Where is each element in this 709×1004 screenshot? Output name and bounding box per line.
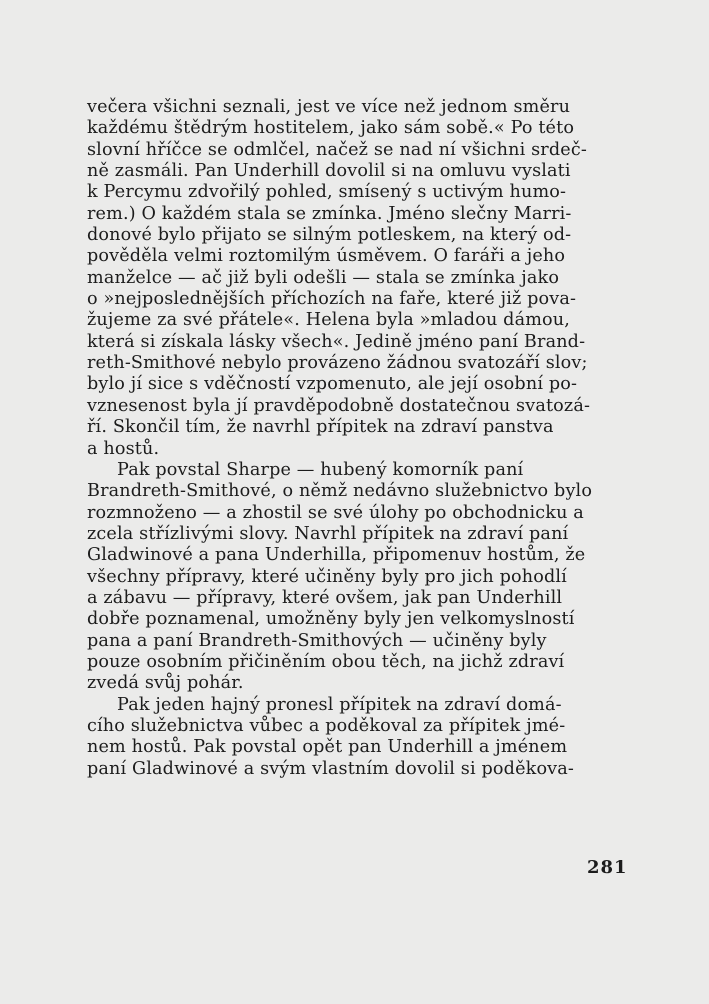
text-line: dobře poznamenal, umožněny byly jen velkomyslností (87, 609, 575, 630)
text-line: ně zasmáli. Pan Underhill dovolil si na omluvu vyslati (87, 161, 571, 182)
text-line: nem hostů. Pak povstal opět pan Underhill a jménem (87, 737, 568, 758)
text-line: Gladwinové a pana Underhilla, připomenuv hostům, že (87, 545, 586, 566)
text-line: donové bylo přijato se silným potleskem, na který od- (87, 225, 572, 246)
text-line: paní Gladwinové a svým vlastním dovolil si poděkova- (87, 758, 575, 779)
text-line: reth-Smithové nebylo provázeno žádnou svatozáří slov; (87, 353, 588, 374)
text-line: pana a paní Brandreth-Smithových — učiněny byly (87, 630, 547, 651)
text-line: rem.) O každém stala se zmínka. Jméno slečny Marri- (87, 203, 572, 224)
body-text (87, 97, 627, 780)
text-line: vznesenost byla jí pravděpodobně dostatečnou svatozá- (87, 395, 591, 416)
page-number: 281 (587, 857, 628, 878)
text-line: večera všichni seznali, jest ve více než jednom směru (87, 97, 571, 117)
text-line: k Percymu zdvořilý pohled, smísený s uctivým humo- (87, 182, 567, 203)
text-line: a zábavu — přípravy, které ovšem, jak pan Underhill (87, 587, 563, 608)
text-line: Pak povstal Sharpe — hubený komorník paní (117, 459, 524, 480)
text-line: zcela střízlivými slovy. Navrhl přípitek na zdraví paní (87, 523, 569, 544)
text-line: manželce — ač již byli odešli — stala se zmínka jako (87, 267, 560, 288)
text-line: která si získala lásky všech«. Jedině jméno paní Brand- (87, 331, 586, 352)
text-line: slovní hříčce se odmlčel, načež se nad ní všichni srdeč- (87, 139, 587, 160)
text-line: Pak jeden hajný pronesl přípitek na zdraví domá- (117, 694, 562, 715)
text-line: o »nejposlednějších příchozích na faře, které již pova- (87, 289, 577, 310)
text-line: všechny přípravy, které učiněny byly pro jich pohodlí (87, 566, 567, 587)
text-line: cího služebnictva vůbec a poděkoval za přípitek jmé- (87, 715, 566, 736)
text-line: pověděla velmi roztomilým úsměvem. O faráři a jeho (87, 246, 566, 267)
text-line: pouze osobním přičiněním obou těch, na jichž zdraví (87, 651, 565, 672)
text-line: každému štědrým hostitelem, jako sám sobě.« Po této (87, 118, 575, 139)
text-line: rozmnoženo — a zhostil se své úlohy po obchodnicku a (87, 502, 584, 523)
text-line: žujeme za své přátele«. Helena byla »mladou dámou, (87, 310, 571, 331)
text-line: bylo jí sice s vděčností vzpomenuto, ale její osobní po- (87, 374, 578, 395)
text-line: zvedá svůj pohár. (87, 673, 244, 694)
text-line: Brandreth-Smithové, o němž nedávno služebnictvo bylo (87, 481, 593, 502)
text-line: ří. Skončil tím, že navrhl přípitek na zdraví panstva (87, 417, 554, 438)
text-line: a hostů. (87, 438, 160, 459)
